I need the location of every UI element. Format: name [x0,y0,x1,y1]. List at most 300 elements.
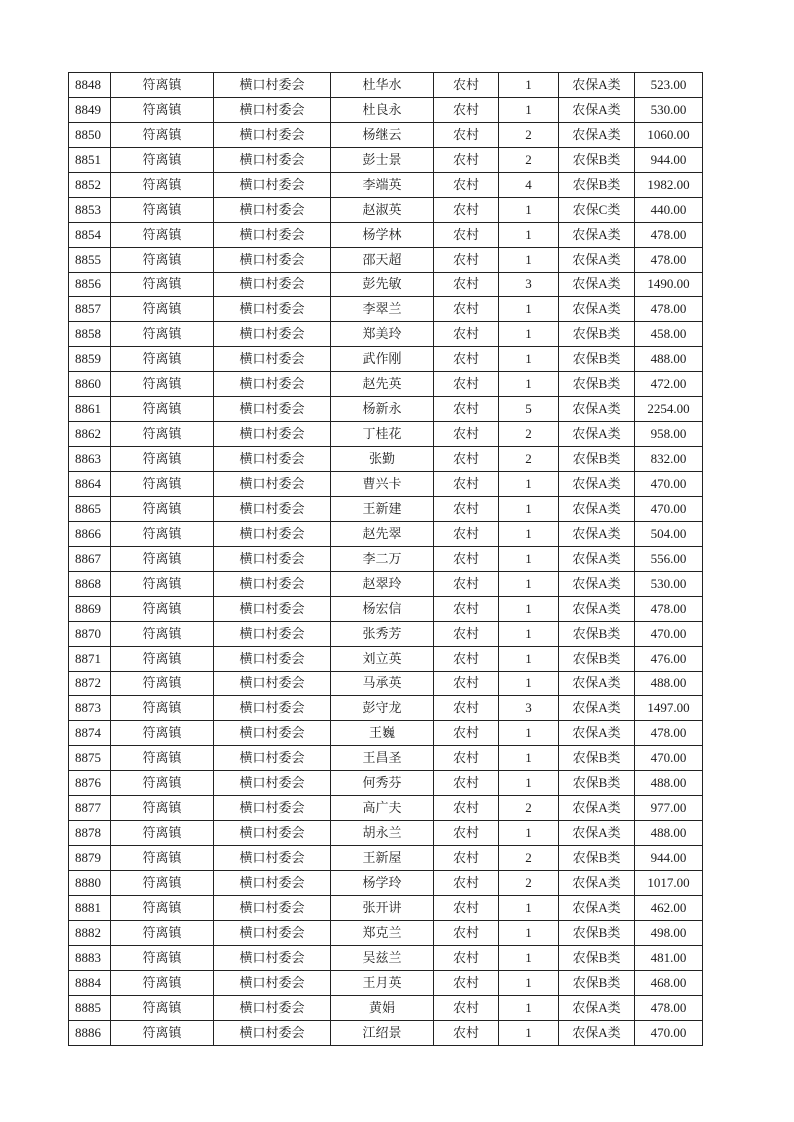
insurance-category-cell: 农保B类 [559,945,635,970]
town-cell: 符离镇 [111,646,214,671]
village-committee-cell: 横口村委会 [214,646,331,671]
village-committee-cell: 横口村委会 [214,821,331,846]
village-committee-cell: 横口村委会 [214,671,331,696]
household-type-cell: 农村 [434,247,499,272]
amount-cell: 478.00 [635,995,703,1020]
household-size-cell: 1 [499,546,559,571]
amount-cell: 498.00 [635,920,703,945]
household-size-cell: 1 [499,297,559,322]
household-size-cell: 1 [499,671,559,696]
household-type-cell: 农村 [434,272,499,297]
row-number-cell: 8853 [69,197,111,222]
household-type-cell: 农村 [434,422,499,447]
table-row [69,796,703,821]
person-name-cell: 吴兹兰 [331,945,434,970]
insurance-category-cell: 农保B类 [559,372,635,397]
household-size-cell: 1 [499,920,559,945]
household-type-cell: 农村 [434,397,499,422]
household-size-cell: 1 [499,646,559,671]
table-row [69,521,703,546]
amount-cell: 472.00 [635,372,703,397]
amount-cell: 478.00 [635,297,703,322]
town-cell: 符离镇 [111,521,214,546]
amount-cell: 832.00 [635,447,703,472]
table-row [69,646,703,671]
town-cell: 符离镇 [111,970,214,995]
household-type-cell: 农村 [434,347,499,372]
household-size-cell: 1 [499,721,559,746]
village-committee-cell: 横口村委会 [214,920,331,945]
town-cell: 符离镇 [111,746,214,771]
row-number-cell: 8855 [69,247,111,272]
person-name-cell: 王月英 [331,970,434,995]
row-number-cell: 8882 [69,920,111,945]
table-row [69,247,703,272]
village-committee-cell: 横口村委会 [214,297,331,322]
household-type-cell: 农村 [434,496,499,521]
row-number-cell: 8870 [69,621,111,646]
table-row [69,97,703,122]
row-number-cell: 8856 [69,272,111,297]
town-cell: 符离镇 [111,222,214,247]
insurance-category-cell: 农保C类 [559,197,635,222]
village-committee-cell: 横口村委会 [214,696,331,721]
household-size-cell: 1 [499,322,559,347]
village-committee-cell: 横口村委会 [214,771,331,796]
village-committee-cell: 横口村委会 [214,347,331,372]
town-cell: 符离镇 [111,895,214,920]
household-size-cell: 1 [499,970,559,995]
table-row [69,546,703,571]
insurance-category-cell: 农保A类 [559,821,635,846]
insurance-category-cell: 农保A类 [559,97,635,122]
table-row [69,895,703,920]
amount-cell: 1060.00 [635,122,703,147]
person-name-cell: 黄娟 [331,995,434,1020]
row-number-cell: 8850 [69,122,111,147]
allowance-table [68,72,703,1046]
village-committee-cell: 横口村委会 [214,496,331,521]
amount-cell: 478.00 [635,247,703,272]
village-committee-cell: 横口村委会 [214,895,331,920]
town-cell: 符离镇 [111,821,214,846]
person-name-cell: 彭先敏 [331,272,434,297]
household-size-cell: 3 [499,696,559,721]
household-type-cell: 农村 [434,122,499,147]
insurance-category-cell: 农保B类 [559,970,635,995]
person-name-cell: 王新建 [331,496,434,521]
insurance-category-cell: 农保A类 [559,496,635,521]
town-cell: 符离镇 [111,496,214,521]
amount-cell: 488.00 [635,347,703,372]
row-number-cell: 8866 [69,521,111,546]
village-committee-cell: 横口村委会 [214,571,331,596]
table-row [69,821,703,846]
household-size-cell: 1 [499,197,559,222]
person-name-cell: 王昌圣 [331,746,434,771]
amount-cell: 530.00 [635,97,703,122]
household-size-cell: 1 [499,571,559,596]
row-number-cell: 8875 [69,746,111,771]
table-row [69,322,703,347]
person-name-cell: 赵先翠 [331,521,434,546]
row-number-cell: 8879 [69,846,111,871]
household-type-cell: 农村 [434,1020,499,1045]
table-row [69,696,703,721]
village-committee-cell: 横口村委会 [214,372,331,397]
village-committee-cell: 横口村委会 [214,247,331,272]
amount-cell: 470.00 [635,746,703,771]
household-type-cell: 农村 [434,372,499,397]
town-cell: 符离镇 [111,147,214,172]
table-row [69,621,703,646]
household-size-cell: 2 [499,147,559,172]
person-name-cell: 杜华水 [331,73,434,98]
insurance-category-cell: 农保A类 [559,995,635,1020]
town-cell: 符离镇 [111,571,214,596]
amount-cell: 1490.00 [635,272,703,297]
person-name-cell: 张开讲 [331,895,434,920]
household-type-cell: 农村 [434,197,499,222]
town-cell: 符离镇 [111,546,214,571]
insurance-category-cell: 农保A类 [559,571,635,596]
town-cell: 符离镇 [111,372,214,397]
household-size-cell: 1 [499,995,559,1020]
table-row [69,746,703,771]
table-row [69,571,703,596]
household-type-cell: 农村 [434,297,499,322]
row-number-cell: 8852 [69,172,111,197]
insurance-category-cell: 农保B类 [559,347,635,372]
insurance-category-cell: 农保A类 [559,721,635,746]
row-number-cell: 8881 [69,895,111,920]
row-number-cell: 8873 [69,696,111,721]
household-size-cell: 1 [499,821,559,846]
household-size-cell: 2 [499,122,559,147]
village-committee-cell: 横口村委会 [214,871,331,896]
household-type-cell: 农村 [434,73,499,98]
amount-cell: 958.00 [635,422,703,447]
table-row [69,172,703,197]
town-cell: 符离镇 [111,247,214,272]
town-cell: 符离镇 [111,347,214,372]
village-committee-cell: 横口村委会 [214,521,331,546]
village-committee-cell: 横口村委会 [214,970,331,995]
person-name-cell: 郑美玲 [331,322,434,347]
village-committee-cell: 横口村委会 [214,746,331,771]
household-size-cell: 1 [499,496,559,521]
village-committee-cell: 横口村委会 [214,272,331,297]
row-number-cell: 8878 [69,821,111,846]
table-row [69,671,703,696]
person-name-cell: 江绍景 [331,1020,434,1045]
household-type-cell: 农村 [434,322,499,347]
row-number-cell: 8886 [69,1020,111,1045]
insurance-category-cell: 农保B类 [559,846,635,871]
amount-cell: 2254.00 [635,397,703,422]
town-cell: 符离镇 [111,596,214,621]
town-cell: 符离镇 [111,197,214,222]
household-type-cell: 农村 [434,621,499,646]
village-committee-cell: 横口村委会 [214,122,331,147]
person-name-cell: 武作刚 [331,347,434,372]
person-name-cell: 李端英 [331,172,434,197]
person-name-cell: 刘立英 [331,646,434,671]
insurance-category-cell: 农保A类 [559,521,635,546]
town-cell: 符离镇 [111,621,214,646]
amount-cell: 944.00 [635,846,703,871]
insurance-category-cell: 农保B类 [559,147,635,172]
amount-cell: 530.00 [635,571,703,596]
town-cell: 符离镇 [111,272,214,297]
person-name-cell: 王巍 [331,721,434,746]
person-name-cell: 高广夫 [331,796,434,821]
amount-cell: 476.00 [635,646,703,671]
village-committee-cell: 横口村委会 [214,322,331,347]
row-number-cell: 8861 [69,397,111,422]
table-row [69,197,703,222]
person-name-cell: 马承英 [331,671,434,696]
household-size-cell: 1 [499,73,559,98]
village-committee-cell: 横口村委会 [214,172,331,197]
table-row [69,771,703,796]
town-cell: 符离镇 [111,447,214,472]
table-row [69,222,703,247]
household-type-cell: 农村 [434,995,499,1020]
table-row [69,496,703,521]
household-size-cell: 1 [499,97,559,122]
amount-cell: 977.00 [635,796,703,821]
amount-cell: 488.00 [635,671,703,696]
household-type-cell: 农村 [434,571,499,596]
amount-cell: 481.00 [635,945,703,970]
insurance-category-cell: 农保A类 [559,397,635,422]
person-name-cell: 何秀芬 [331,771,434,796]
insurance-category-cell: 农保B类 [559,771,635,796]
insurance-category-cell: 农保A类 [559,1020,635,1045]
row-number-cell: 8863 [69,447,111,472]
row-number-cell: 8858 [69,322,111,347]
insurance-category-cell: 农保A类 [559,422,635,447]
household-type-cell: 农村 [434,172,499,197]
amount-cell: 478.00 [635,222,703,247]
person-name-cell: 丁桂花 [331,422,434,447]
insurance-category-cell: 农保A类 [559,472,635,497]
amount-cell: 470.00 [635,472,703,497]
village-committee-cell: 横口村委会 [214,73,331,98]
amount-cell: 470.00 [635,496,703,521]
table-row [69,1020,703,1045]
village-committee-cell: 横口村委会 [214,472,331,497]
person-name-cell: 曹兴卡 [331,472,434,497]
amount-cell: 1497.00 [635,696,703,721]
row-number-cell: 8876 [69,771,111,796]
amount-cell: 440.00 [635,197,703,222]
town-cell: 符离镇 [111,422,214,447]
person-name-cell: 彭守龙 [331,696,434,721]
row-number-cell: 8877 [69,796,111,821]
amount-cell: 470.00 [635,1020,703,1045]
person-name-cell: 邵天超 [331,247,434,272]
household-size-cell: 2 [499,871,559,896]
household-type-cell: 农村 [434,771,499,796]
household-type-cell: 农村 [434,97,499,122]
town-cell: 符离镇 [111,721,214,746]
household-type-cell: 农村 [434,721,499,746]
household-type-cell: 农村 [434,222,499,247]
amount-cell: 1982.00 [635,172,703,197]
person-name-cell: 王新屋 [331,846,434,871]
household-size-cell: 1 [499,347,559,372]
insurance-category-cell: 农保B类 [559,646,635,671]
household-size-cell: 2 [499,447,559,472]
table-row [69,447,703,472]
village-committee-cell: 横口村委会 [214,97,331,122]
table-row [69,970,703,995]
table-row [69,871,703,896]
amount-cell: 523.00 [635,73,703,98]
row-number-cell: 8885 [69,995,111,1020]
table-row [69,472,703,497]
insurance-category-cell: 农保A类 [559,546,635,571]
town-cell: 符离镇 [111,696,214,721]
row-number-cell: 8884 [69,970,111,995]
amount-cell: 478.00 [635,721,703,746]
household-size-cell: 1 [499,521,559,546]
table-row [69,147,703,172]
amount-cell: 458.00 [635,322,703,347]
town-cell: 符离镇 [111,322,214,347]
person-name-cell: 杨新永 [331,397,434,422]
household-type-cell: 农村 [434,596,499,621]
amount-cell: 488.00 [635,821,703,846]
town-cell: 符离镇 [111,472,214,497]
insurance-category-cell: 农保B类 [559,172,635,197]
town-cell: 符离镇 [111,945,214,970]
person-name-cell: 赵先英 [331,372,434,397]
amount-cell: 478.00 [635,596,703,621]
village-committee-cell: 横口村委会 [214,422,331,447]
row-number-cell: 8868 [69,571,111,596]
insurance-category-cell: 农保A类 [559,247,635,272]
table-row [69,596,703,621]
insurance-category-cell: 农保A类 [559,796,635,821]
household-size-cell: 3 [499,272,559,297]
row-number-cell: 8848 [69,73,111,98]
household-size-cell: 1 [499,472,559,497]
village-committee-cell: 横口村委会 [214,147,331,172]
household-size-cell: 1 [499,222,559,247]
person-name-cell: 张秀芳 [331,621,434,646]
row-number-cell: 8857 [69,297,111,322]
table-row [69,846,703,871]
table-row [69,372,703,397]
insurance-category-cell: 农保A类 [559,122,635,147]
row-number-cell: 8880 [69,871,111,896]
person-name-cell: 郑克兰 [331,920,434,945]
table-row [69,347,703,372]
village-committee-cell: 横口村委会 [214,945,331,970]
town-cell: 符离镇 [111,771,214,796]
insurance-category-cell: 农保A类 [559,871,635,896]
household-size-cell: 1 [499,945,559,970]
table-row [69,995,703,1020]
town-cell: 符离镇 [111,397,214,422]
town-cell: 符离镇 [111,297,214,322]
row-number-cell: 8864 [69,472,111,497]
table-row [69,122,703,147]
town-cell: 符离镇 [111,73,214,98]
household-type-cell: 农村 [434,746,499,771]
village-committee-cell: 横口村委会 [214,397,331,422]
town-cell: 符离镇 [111,172,214,197]
household-size-cell: 4 [499,172,559,197]
table-row [69,721,703,746]
village-committee-cell: 横口村委会 [214,995,331,1020]
town-cell: 符离镇 [111,846,214,871]
row-number-cell: 8871 [69,646,111,671]
insurance-category-cell: 农保A类 [559,222,635,247]
person-name-cell: 杜良永 [331,97,434,122]
insurance-category-cell: 农保B类 [559,322,635,347]
table-row [69,920,703,945]
table-body [69,73,703,1046]
person-name-cell: 胡永兰 [331,821,434,846]
town-cell: 符离镇 [111,871,214,896]
person-name-cell: 杨宏信 [331,596,434,621]
row-number-cell: 8865 [69,496,111,521]
amount-cell: 488.00 [635,771,703,796]
household-size-cell: 1 [499,372,559,397]
row-number-cell: 8883 [69,945,111,970]
insurance-category-cell: 农保B类 [559,746,635,771]
village-committee-cell: 横口村委会 [214,546,331,571]
town-cell: 符离镇 [111,1020,214,1045]
insurance-category-cell: 农保A类 [559,73,635,98]
household-size-cell: 1 [499,771,559,796]
insurance-category-cell: 农保A类 [559,272,635,297]
row-number-cell: 8874 [69,721,111,746]
amount-cell: 462.00 [635,895,703,920]
table-row [69,945,703,970]
household-size-cell: 1 [499,596,559,621]
village-committee-cell: 横口村委会 [214,846,331,871]
village-committee-cell: 横口村委会 [214,796,331,821]
town-cell: 符离镇 [111,995,214,1020]
row-number-cell: 8854 [69,222,111,247]
household-size-cell: 1 [499,746,559,771]
village-committee-cell: 横口村委会 [214,721,331,746]
village-committee-cell: 横口村委会 [214,222,331,247]
insurance-category-cell: 农保A类 [559,596,635,621]
household-type-cell: 农村 [434,546,499,571]
person-name-cell: 彭士景 [331,147,434,172]
amount-cell: 504.00 [635,521,703,546]
household-type-cell: 农村 [434,521,499,546]
table-row [69,73,703,98]
row-number-cell: 8872 [69,671,111,696]
insurance-category-cell: 农保A类 [559,297,635,322]
table-row [69,297,703,322]
person-name-cell: 李二万 [331,546,434,571]
household-type-cell: 农村 [434,147,499,172]
row-number-cell: 8859 [69,347,111,372]
village-committee-cell: 横口村委会 [214,197,331,222]
person-name-cell: 杨继云 [331,122,434,147]
town-cell: 符离镇 [111,122,214,147]
household-size-cell: 2 [499,422,559,447]
table-row [69,422,703,447]
